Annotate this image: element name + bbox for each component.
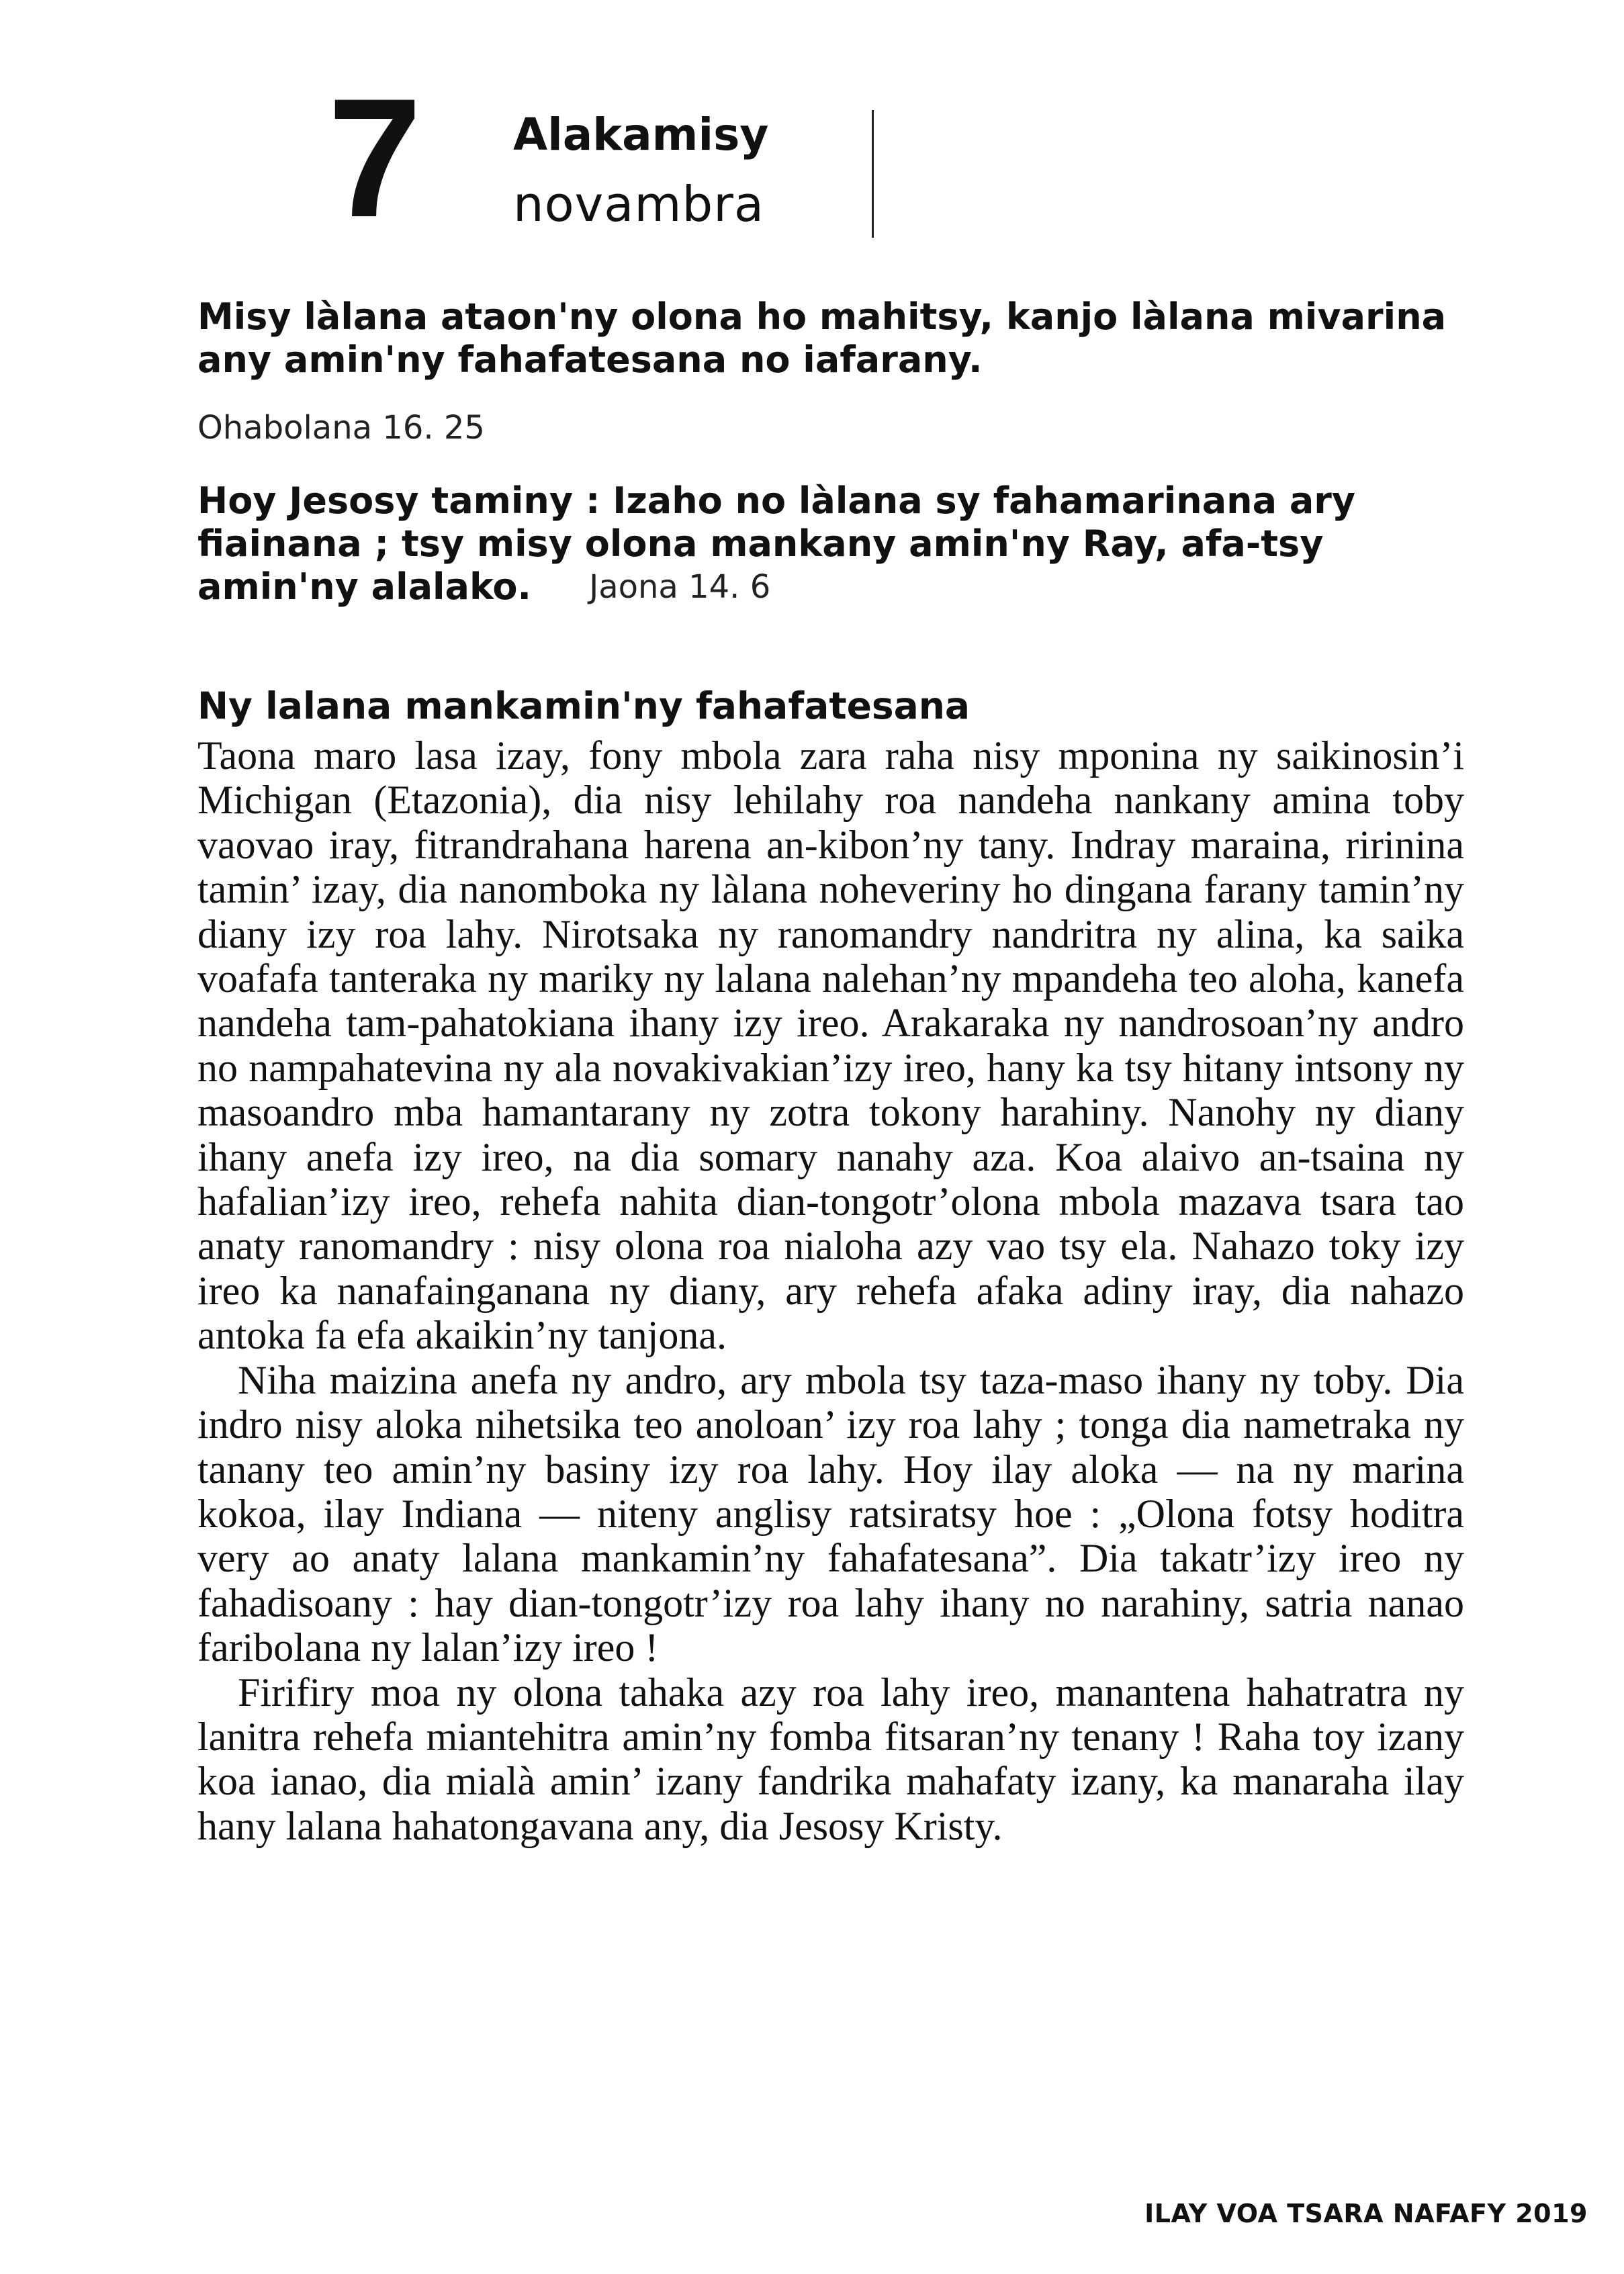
verse-text-1: Misy làlana ataon'ny olona ho mahitsy, kanjo làlana mivarina any amin'ny fahafatesana no iafarany.: [197, 295, 1447, 381]
date-header: [328, 64, 912, 253]
verse-reference-1: Ohabolana 16. 25: [197, 409, 485, 447]
weekday-label: Alakamisy: [513, 109, 769, 161]
month-label: novambra: [513, 176, 764, 232]
article-paragraph-1: Taona maro lasa izay, fony mbola zara raha nisy mponina ny saikinosin’i Michigan (Etazonia), dia nisy lehilahy roa nandeha nankany amina toby vaovao iray, fitrandrahana harena an-kibon’ny tany. Indray maraina, ririnina tamin’ izay, dia nanomboka ny làlana noheveriny ho dingana farany tamin’ny diany izy roa lahy. Nirotsaka ny ranomandry nandritra ny alina, ka saika voafafa tanteraka ny mariky ny lalana nalehan’ny mpandeha teo aloha, kanefa nandeha tam-pahatokiana ihany izy ireo. Arakaraka ny nandrosoan’ny andro no nampahatevina ny ala novakivakian’izy ireo, hany ka tsy hitany intsony ny masoandro mba hamantarany ny zotra tokony harahiny. Nanohy ny diany ihany anefa izy ireo, na dia somary nanahy aza. Koa alaivo an-tsaina ny hafalian’izy ireo, rehefa nahita dian-tongotr’olona mbola mazava tsara tao anaty ranomandry : nisy olona roa nialoha azy vao tsy ela. Nahazo toky izy ireo ka nanafainganana ny diany, ary rehefa afaka adiny iray, dia nahazo antoka fa efa akaikin’ny tanjona.: [197, 733, 1464, 1358]
day-number: 7: [328, 64, 418, 253]
footer-publication: ILAY VOA TSARA NAFAFY 2019: [1144, 2199, 1588, 2228]
verse-block-2: [197, 480, 1460, 610]
verse-text-2: Hoy Jesosy taminy : Izaho no làlana sy fahamarinana ary fiainana ; tsy misy olona mankany amin'ny Ray, afa-tsy amin'ny alalako.: [197, 480, 1356, 608]
article-body: [197, 733, 1464, 1848]
vertical-divider: [872, 110, 874, 238]
verse-reference-2: Jaona 14. 6: [589, 568, 771, 606]
article-title: Ny lalana mankamin'ny fahafatesana: [197, 684, 971, 727]
article-paragraph-2: Niha maizina anefa ny andro, ary mbola tsy taza-maso ihany ny toby. Dia indro nisy aloka nihetsika teo anoloan’ izy roa lahy ; tonga dia nametraka ny tanany teo amin’ny basiny izy roa lahy. Hoy ilay aloka — na ny marina kokoa, ilay Indiana — niteny anglisy ratsiratsy hoe : „Olona fotsy hoditra very ao anaty lalana mankamin’ny fahafatesana”. Dia takatr’izy ireo ny fahadisoany : hay dian-tongotr’izy roa lahy ihany no narahiny, satria nanao faribolana ny lalan’izy ireo !: [197, 1357, 1464, 1670]
article-paragraph-3: Firifiry moa ny olona tahaka azy roa lahy ireo, manantena hahatratra ny lanitra rehefa miantehitra amin’ny fomba fitsaran’ny tenany ! Raha toy izany koa ianao, dia mialà amin’ izany fandrika mahafaty izany, ka manaraha ilay hany lalana hahatongavana any, dia Jesosy Kristy.: [197, 1670, 1464, 1848]
